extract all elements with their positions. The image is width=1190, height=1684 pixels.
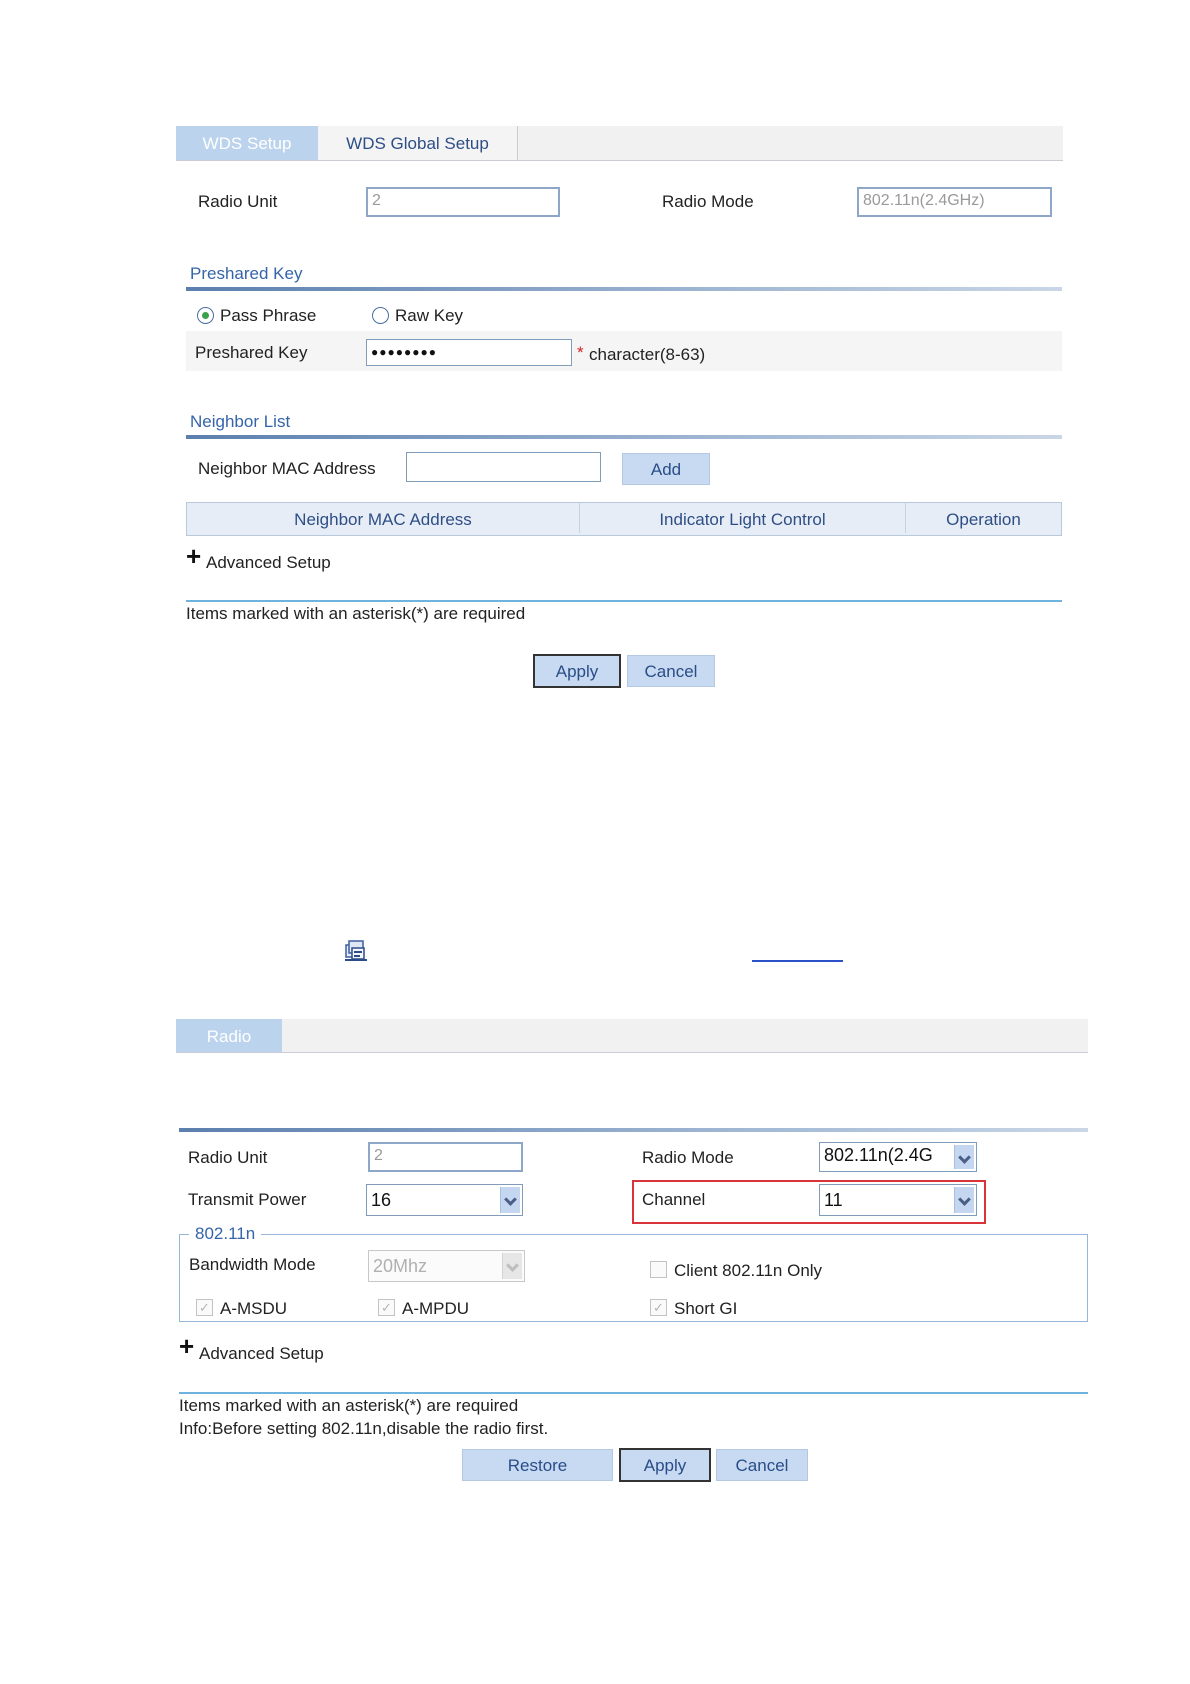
column-indicator-light-control: Indicator Light Control <box>580 503 906 533</box>
transmit-power-label: Transmit Power <box>188 1190 307 1209</box>
required-note: Items marked with an asterisk(*) are required <box>179 1396 519 1415</box>
radio-mode-select[interactable] <box>819 1142 977 1172</box>
transmit-power-select[interactable] <box>366 1184 523 1216</box>
channel-label: Channel <box>642 1190 706 1209</box>
ampdu-label: A-MPDU <box>402 1299 470 1318</box>
advanced-setup-expand-icon[interactable]: + <box>186 541 202 571</box>
add-button[interactable]: Add <box>622 453 710 485</box>
neighbor-mac-input[interactable] <box>406 452 601 482</box>
apply-button[interactable]: Apply <box>619 1448 711 1482</box>
amsdu-label: A-MSDU <box>220 1299 288 1318</box>
radio-mode-value: 802.11n(2.4G <box>824 1145 933 1165</box>
preshared-key-section-title: Preshared Key <box>190 264 303 283</box>
tab-wds-setup[interactable]: WDS Setup <box>176 126 318 160</box>
wds-tabbar <box>176 126 1063 161</box>
radio-mode-label: Radio Mode <box>662 192 754 211</box>
short-gi-checkbox[interactable]: ✓ <box>650 1299 667 1316</box>
tab-wds-global-setup[interactable]: WDS Global Setup <box>318 126 518 160</box>
chevron-down-icon[interactable] <box>954 1145 974 1169</box>
ieee80211n-group <box>179 1234 1088 1322</box>
channel-value: 11 <box>824 1190 843 1210</box>
radio-unit-field[interactable]: 2 <box>368 1142 523 1172</box>
radio-mode-field[interactable]: 802.11n(2.4GHz) <box>857 187 1052 217</box>
channel-select[interactable] <box>819 1184 977 1216</box>
cancel-button[interactable]: Cancel <box>627 655 715 687</box>
advanced-setup-expand-icon[interactable]: + <box>179 1331 195 1361</box>
ieee80211n-group-legend: 802.11n <box>189 1224 261 1244</box>
pass-phrase-label: Pass Phrase <box>220 306 317 325</box>
tab-radio[interactable]: Radio <box>176 1019 282 1052</box>
raw-key-label: Raw Key <box>395 306 464 325</box>
amsdu-checkbox[interactable]: ✓ <box>196 1299 213 1316</box>
radio-tabbar <box>176 1019 1088 1053</box>
neighbor-table-header <box>186 502 1062 536</box>
radio-mode-label: Radio Mode <box>642 1148 734 1167</box>
network-config-icon <box>343 938 369 964</box>
radio-unit-label: Radio Unit <box>198 192 278 211</box>
neighbor-list-section-title: Neighbor List <box>190 412 291 431</box>
neighbor-list-section-rule <box>186 435 1062 439</box>
bandwidth-mode-value: 20Mhz <box>373 1256 428 1276</box>
bandwidth-mode-select[interactable] <box>368 1250 525 1282</box>
link-underline[interactable] <box>752 960 843 962</box>
required-asterisk: * <box>577 343 584 362</box>
wds-footer-rule <box>186 600 1062 602</box>
ampdu-checkbox[interactable]: ✓ <box>378 1299 395 1316</box>
preshared-key-label: Preshared Key <box>195 343 308 362</box>
required-note: Items marked with an asterisk(*) are required <box>186 604 526 623</box>
transmit-power-value: 16 <box>371 1190 392 1210</box>
client-80211n-only-checkbox[interactable] <box>650 1261 667 1278</box>
pass-phrase-radio[interactable] <box>197 307 214 324</box>
client-80211n-only-label: Client 802.11n Only <box>674 1261 823 1280</box>
radio-footer-rule <box>179 1392 1088 1394</box>
column-operation: Operation <box>946 510 1021 529</box>
advanced-setup-link[interactable]: Advanced Setup <box>199 1344 324 1363</box>
cancel-button[interactable]: Cancel <box>716 1449 808 1481</box>
radio-unit-field[interactable]: 2 <box>366 187 560 217</box>
chevron-down-icon <box>502 1253 522 1279</box>
restore-button[interactable]: Restore <box>462 1449 613 1481</box>
short-gi-label: Short GI <box>674 1299 738 1318</box>
preshared-key-input[interactable]: ●●●●●●●● <box>366 339 572 366</box>
chevron-down-icon[interactable] <box>954 1187 974 1213</box>
preshared-key-section-rule <box>186 287 1062 291</box>
bandwidth-mode-label: Bandwidth Mode <box>189 1255 316 1274</box>
apply-button[interactable]: Apply <box>533 654 621 688</box>
radio-unit-label: Radio Unit <box>188 1148 268 1167</box>
chevron-down-icon[interactable] <box>500 1187 520 1213</box>
radio-section-rule <box>179 1128 1088 1132</box>
advanced-setup-link[interactable]: Advanced Setup <box>206 553 331 572</box>
column-neighbor-mac: Neighbor MAC Address <box>187 503 580 533</box>
key-length-hint: character(8-63) <box>589 345 706 364</box>
info-note: Info:Before setting 802.11n,disable the radio first. <box>179 1419 549 1438</box>
neighbor-mac-label: Neighbor MAC Address <box>198 459 376 478</box>
raw-key-radio[interactable] <box>372 307 389 324</box>
